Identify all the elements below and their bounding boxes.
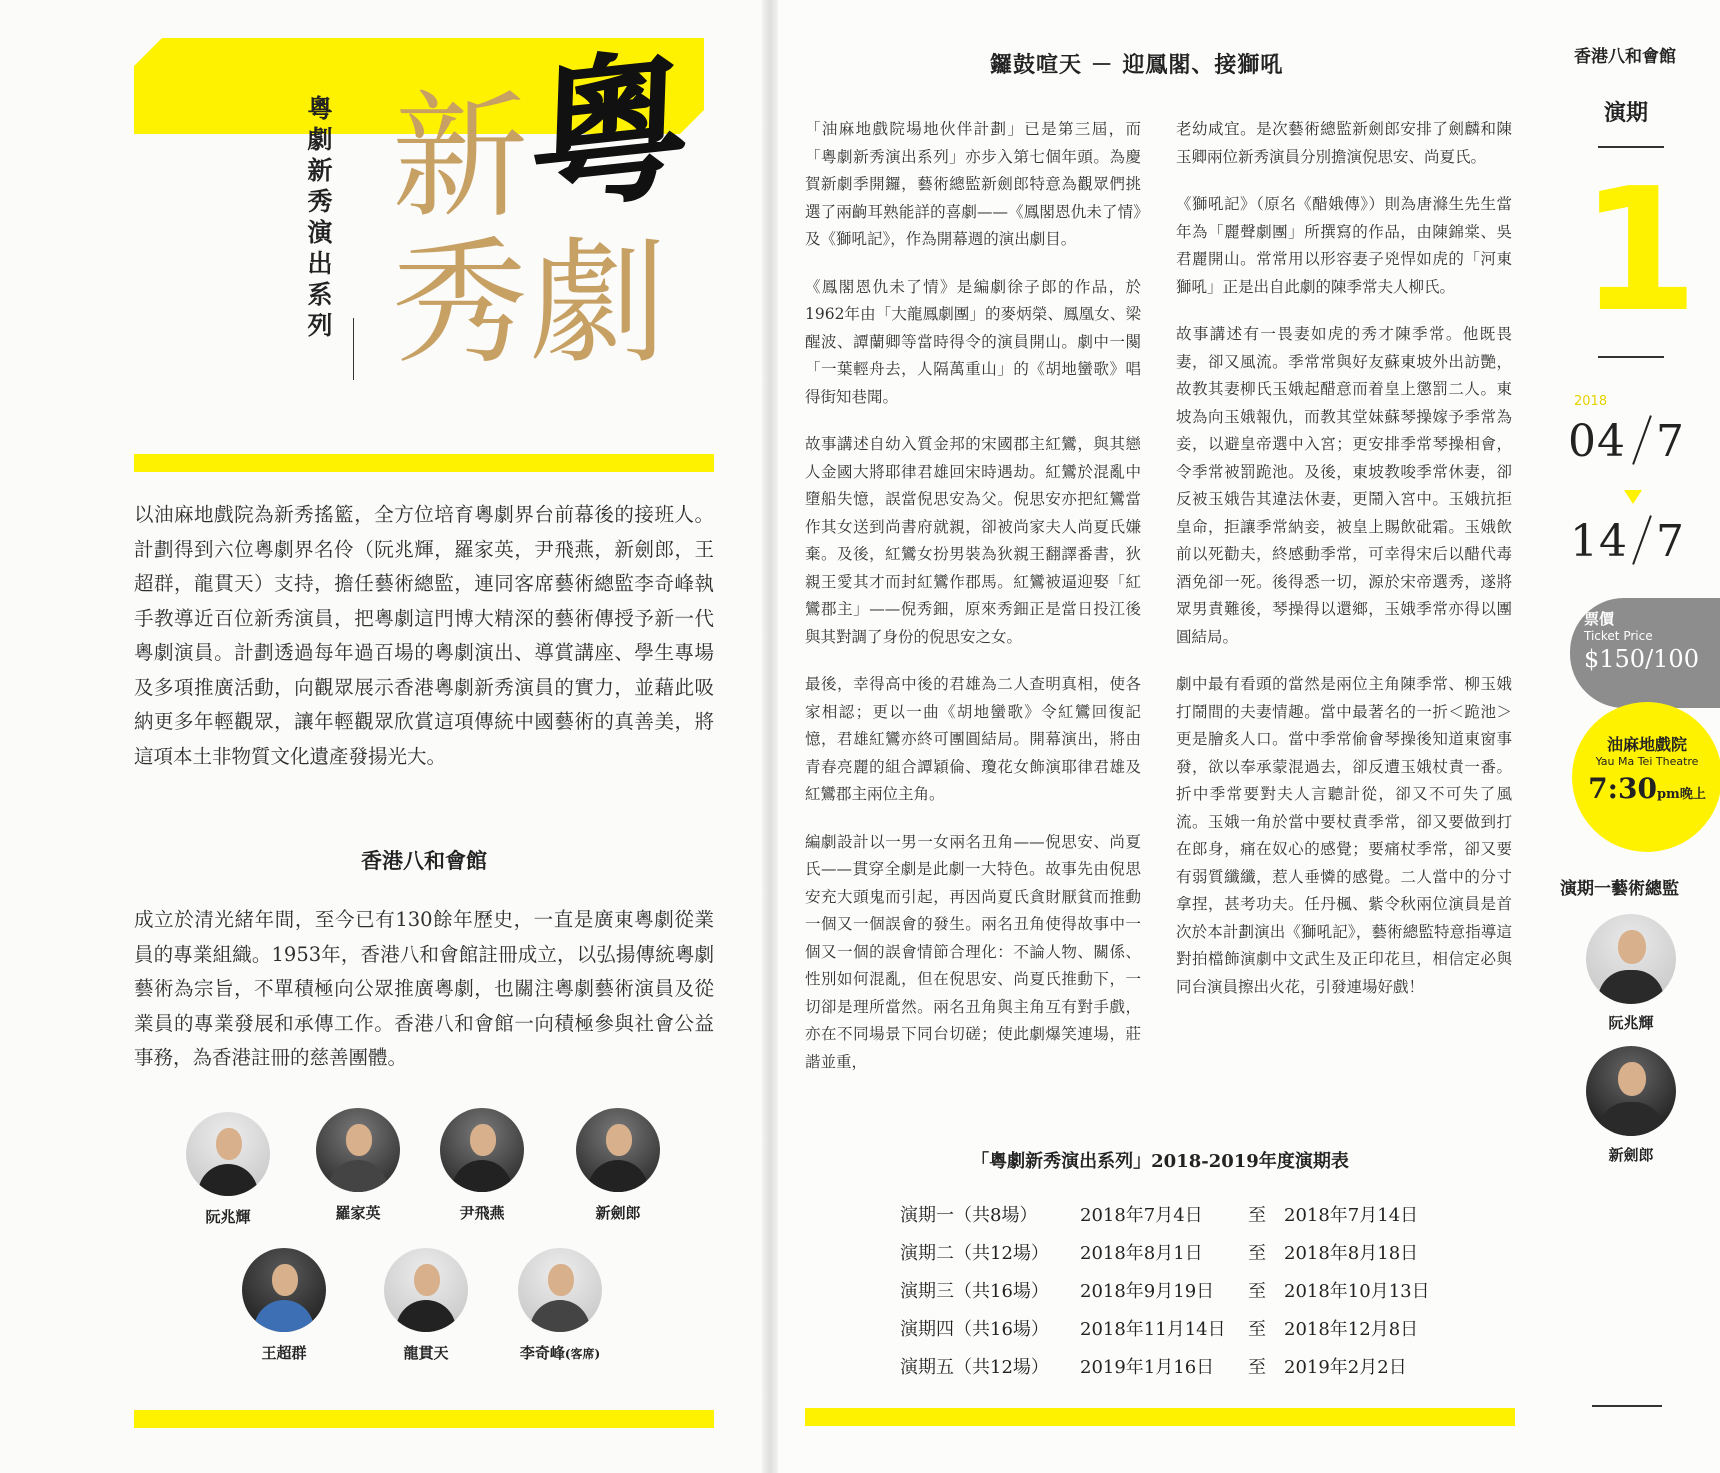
sidebar-rule [1598,146,1664,148]
page-gutter [762,0,778,1473]
sidebar-director-portrait [1586,1046,1676,1165]
director-name: 龍貫天 [403,1344,449,1362]
start-month: 7 [1656,416,1685,467]
section-title-association: 香港八和會館 [361,848,487,873]
sidebar-director-portrait [1586,914,1676,1033]
intro-paragraph: 以油麻地戲院為新秀搖籃，全方位培育粵劇界台前幕後的接班人。計劃得到六位粵劇界名伶（阮兆輝，羅家英，尹飛燕，新劍郎，王超群，龍貫天）支持，擔任藝術總監，連同客席藝術總監李奇峰執手教導近百位新秀演員，把粵劇這門博大精深的藝術傳授予新一代粵劇演員。計劃透過每年過百場的粵劇演出、導賞講座、學生專場及多項推廣活動，向觀眾展示香港粵劇新秀演員的實力，並藉此吸納更多年輕觀眾，讓年輕觀眾欣賞這項傳統中國藝術的真善美，將這項本土非物質文化遺產發揚光大。 [134,503,714,768]
article-paragraph: 《鳳閣恩仇未了情》是編劇徐子郎的作品，於1962年由「大龍鳳劇團」的麥炳榮、鳳凰女、梁醒波、譚蘭卿等當時得令的演員開山。劇中一闋「一葉輕舟去，人隔萬重山」的《胡地蠻歌》唱得街知巷聞。 [805,277,1141,406]
article-paragraph: 「油麻地戲院場地伙伴計劃」已是第三屆，而「粵劇新秀演出系列」亦步入第七個年頭。為慶賀新劇季開鑼，藝術總監新劍郎特意為觀眾們挑選了兩齣耳熟能詳的喜劇——《鳳閣恩仇未了情》及《獅吼記》，作為開幕週的演出劇目。 [805,120,1141,248]
association-history-paragraph: 成立於清光緒年間，至今已有130餘年歷史，一直是廣東粵劇從業員的專業組織。1953年，香港八和會館註冊成立，以弘揚傳統粵劇藝術為宗旨，不單積極向公眾推廣粵劇，也關注粵劇藝術演員及從業員的專業發展和承傳工作。香港八和會館一向積極參與社會公益事務，為香港註冊的慈善團體。 [134,908,714,1069]
schedule-title: 「粵劇新秀演出系列」2018-2019年度演期表 [971,1151,1349,1172]
article-paragraph: 老幼咸宜。是次藝術總監新劍郎安排了劍麟和陳玉卿兩位新秀演員分別擔演倪思安、尚夏氏。 [1176,120,1512,166]
portrait-photo [440,1108,524,1192]
director-name: 羅家英 [335,1204,381,1222]
portrait-photo [186,1112,270,1196]
article-paragraph: 故事講述自幼入質金邦的宋國郡主紅鸞，與其戀人金國大將耶律君雄回宋時遇劫。紅鸞於混亂中墮船失憶，誤當倪思安為父。倪思安亦把紅鸞當作其女送到尚書府就親，卻被尚家夫人尚夏氏嫌棄。及後，紅鸞女扮男裝為狄親王翻譯番書，狄親王愛其才而封紅鸞作郡馬。紅鸞被逼迎娶「紅鸞郡主」——倪秀鈿，原來秀鈿正是當日投江後與其對調了身份的倪思安之女。 [805,435,1141,646]
left-page [0,0,762,1473]
article-paragraph: 《獅吼記》（原名《醋娥傳》）則為唐滌生先生當年為「麗聲劇團」所撰寫的作品，由陳錦棠、吳君麗開山。常常用以形容妻子兇悍如虎的「河東獅吼」正是出自此劇的陳季常夫人柳氏。 [1176,195,1512,296]
schedule-row: 演期二（共12場） 2018年8月1日 至 2018年8月18日 [900,1243,1419,1264]
sidebar-rule [1598,356,1664,358]
venue-badge: 油麻地戲院 Yau Ma Tei Theatre 7:30pm晚上 [1572,702,1720,852]
sidebar-phase-number: 1 [1580,152,1699,350]
article-title: 鑼鼓喧天 － 迎鳳閣、接獅吼 [990,52,1284,78]
portrait-photo [518,1248,602,1332]
portrait-photo [576,1108,660,1192]
show-time: 7:30pm晚上 [1588,772,1706,805]
end-month: 7 [1656,516,1685,567]
sidebar-director-heading: 演期一藝術總監 [1560,879,1679,899]
portrait-photo [384,1248,468,1332]
title-char-yue-calligraphy: 粵 [527,28,693,236]
director-portrait [316,1108,400,1223]
schedule-row: 演期一（共8場） 2018年7月4日 至 2018年7月14日 [900,1205,1419,1226]
director-name: 新劍郎 [1608,1146,1654,1164]
title-char-xin: 新 [392,79,528,237]
start-day: 04 [1568,416,1626,467]
yellow-divider-bottom [134,1410,714,1428]
director-portrait [440,1108,524,1223]
director-name: 新劍郎 [595,1204,641,1222]
director-portrait [242,1248,326,1363]
director-portrait [576,1108,660,1223]
portrait-photo [316,1108,400,1192]
director-name: 阮兆輝 [205,1208,251,1226]
yellow-divider-right-bottom [805,1408,1515,1426]
director-name: 尹飛燕 [459,1204,505,1222]
sidebar-bottom-rule [1592,1405,1662,1407]
subtitle-rule [353,318,354,380]
article-paragraph: 最後，幸得高中後的君雄為二人查明真相，使各家相認；更以一曲《胡地蠻歌》令紅鸞回復記憶，君雄紅鸞亦終可團圓結局。開幕演出，將由青春亮麗的組合譚穎倫、瓊花女飾演耶律君雄及紅鸞郡主兩位主角。 [805,675,1141,803]
schedule-row: 演期四（共16場） 2018年11月14日 至 2018年12月8日 [900,1319,1419,1340]
director-portrait [518,1248,602,1363]
article-paragraph: 故事講述有一畏妻如虎的秀才陳季常。他既畏妻，卻又風流。季常常與好友蘇東坡外出訪艷，故教其妻柳氏玉娥起醋意而着皇上懲罰二人。東坡為向玉娥報仇，而教其堂妹蘇琴操嫁予季常為妾，以避皇帝選中入宮；更安排季常琴操相會，令季常被罰跪池。及後，東坡教唆季常休妻，卻反被玉娥告其違法休妻，更鬧入宮中。玉娥抗拒皇命，拒讓季常納妾，被皇上賜飲砒霜。玉娥飲前以死勸夫，終感動季常，可幸得宋后以醋代毒酒免卻一死。後得悉一切，源於宋帝選秀，遂將眾男責難後，琴操得以還鄉，玉娥季常亦得以團圓結局。 [1176,325,1512,646]
portrait-photo [1586,914,1676,1004]
title-char-xiu: 秀 [392,225,528,383]
title-char-ju: 劇 [530,225,666,383]
portrait-photo [242,1248,326,1332]
article-paragraph: 編劇設計以一男一女兩名丑角——倪思安、尚夏氏——貫穿全劇是此劇一大特色。故事先由倪思安充大頭鬼而引起，再因尚夏氏貪財厭貧而推動一個又一個誤會的發生。兩名丑角使得故事中一個又一個的誤會情節合理化：不論人物、關係、性別如何混亂，但在倪思安、尚夏氏推動下，一切卻是理所當然。兩名丑角與主角互有對手戲，亦在不同場景下同台切磋；使此劇爆笑連場，莊諧並重， [805,832,1141,1071]
article-column-2 [1176,116,1512,1021]
ticket-price: $150/100 [1584,645,1699,673]
schedule-table [900,1195,1454,1385]
vertical-subtitle: 粵劇新秀演出系列 [304,95,333,343]
director-name: 李奇峰(客席) [519,1344,601,1362]
director-portrait [186,1112,270,1227]
ticket-price-badge: 票價 Ticket Price $150/100 [1570,598,1720,708]
director-portrait [384,1248,468,1363]
article-column-1 [805,116,1141,1096]
date-range-arrow-icon [1624,490,1642,504]
article-paragraph: 劇中最有看頭的當然是兩位主角陳季常、柳玉娥打鬧間的夫妻情趣。當中最著名的一折＜跪池＞更是膾炙人口。當中季常偷會琴操後知道東窗事發，欲以奉承蒙混過去，卻反遭玉娥杖責一番。折中季常要對夫人言聽計從，卻又不可失了風流。玉娥一角於當中要杖責季常，卻又要做到打在郎身，痛在奴心的感覺；要痛杖季常，卻又要有弱質纖纖，惹人垂憐的感覺。二人當中的分寸拿捏，甚考功夫。任丹楓、紫令秋兩位演員是首次於本計劃演出《獅吼記》，藝術總監特意指導這對拍檔飾演劇中文武生及正印花旦，相信定必與同台演員擦出火花，引發連場好戲！ [1176,675,1512,996]
yellow-divider-top [134,454,714,472]
end-day: 14 [1570,516,1628,567]
sidebar-org-name: 香港八和會館 [1574,47,1676,67]
sidebar-year: 2018 [1574,394,1608,409]
schedule-row: 演期三（共16場） 2018年9月19日 至 2018年10月13日 [900,1281,1430,1302]
director-name: 阮兆輝 [1608,1014,1654,1032]
sidebar-phase-label: 演期 [1604,100,1649,126]
director-name: 王超群 [261,1344,307,1362]
portrait-photo [1586,1046,1676,1136]
schedule-row: 演期五（共12場） 2019年1月16日 至 2019年2月2日 [900,1357,1407,1378]
